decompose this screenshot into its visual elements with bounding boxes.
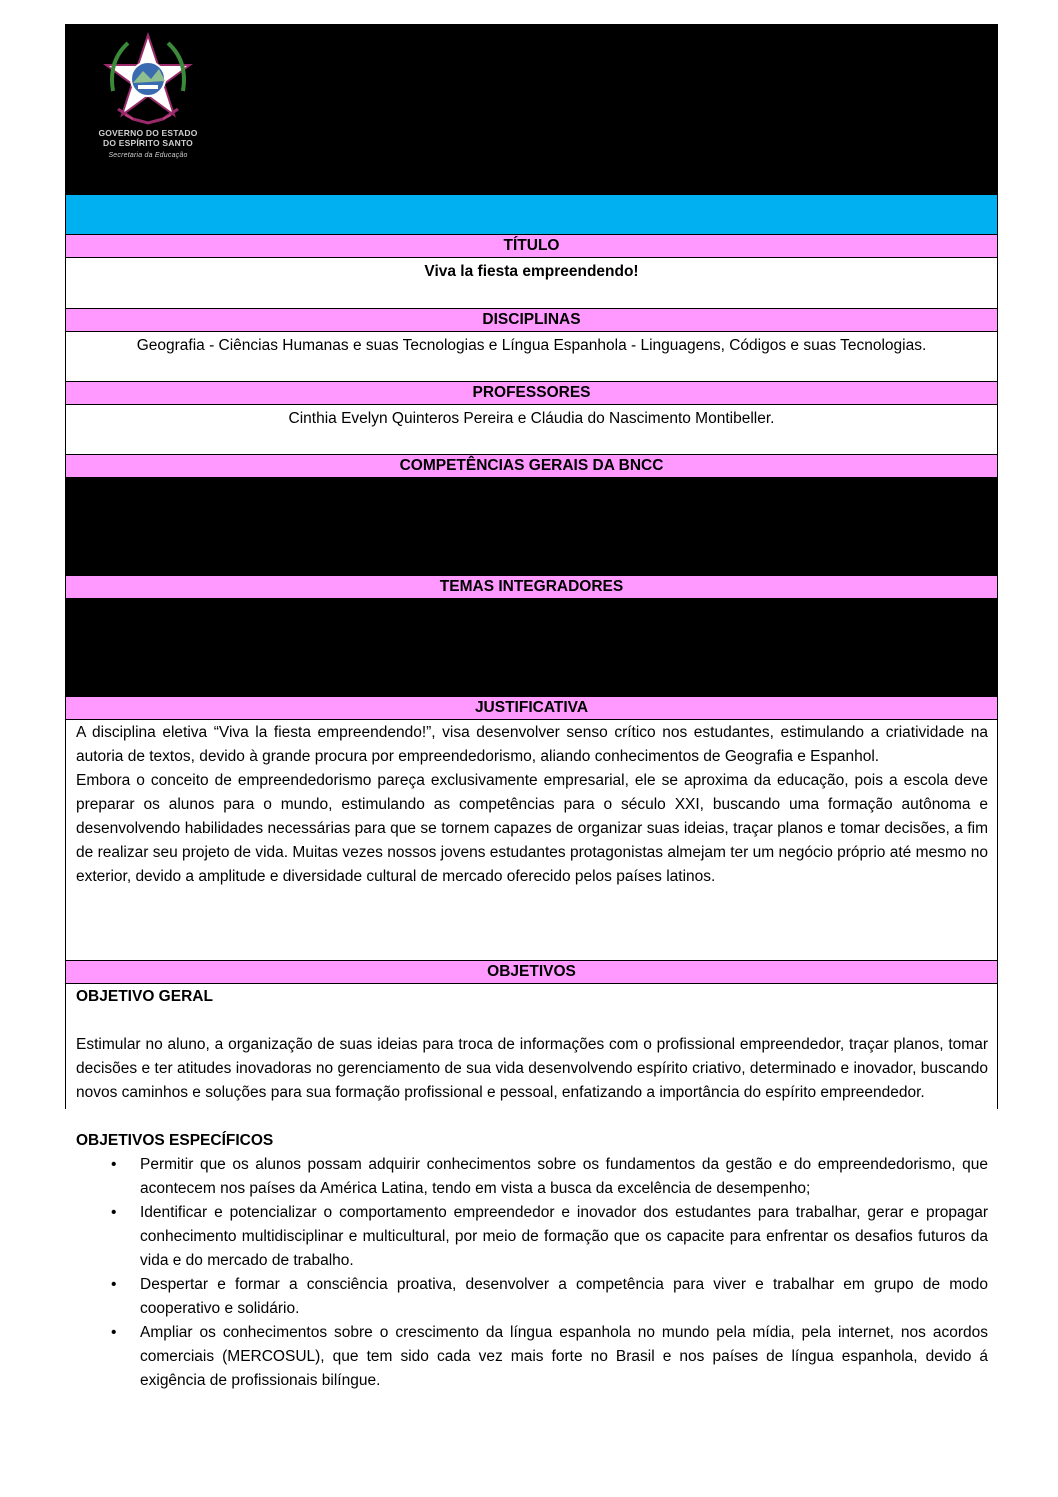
blue-band [66,195,997,234]
competencias-block [66,478,997,575]
header-block [66,25,997,195]
list-item-text: Permitir que os alunos possam adquirir conhecimentos sobre os fundamentos da gestão e do empreendedorismo, que acontecem nos países da América Latina, tendo em vista a busca da excelência de desempenho; [140,1156,988,1197]
state-logo [88,31,208,167]
objetivo-geral-label: OBJETIVO GERAL [76,988,213,1005]
titulo-value: Viva la fiesta empreendendo! [66,260,997,308]
logo-caption-line2: DO ESPÍRITO SANTO [103,138,193,148]
professores-value: Cinthia Evelyn Quinteros Pereira e Cláudia do Nascimento Montibeller. [66,407,997,455]
section-heading-temas: TEMAS INTEGRADORES [66,575,997,599]
section-heading-titulo: TÍTULO [66,234,997,258]
bullet-icon: • [111,1204,117,1221]
coat-of-arms-icon [103,31,193,126]
objetivos-especificos-list [66,1153,997,1393]
bullet-icon: • [111,1276,117,1293]
list-item-text: Ampliar os conhecimentos sobre o crescimento da língua espanhola no mundo pela mídia, pela internet, nos acordos comerciais (MERCOSUL), que tem sido cada vez mais forte no Brasil e nos países de língua espanhola, devido á exigência de profissionais bilíngue. [140,1324,988,1389]
section-heading-justificativa: JUSTIFICATIVA [66,696,997,720]
list-item [66,1273,997,1321]
justificativa-body [66,721,997,959]
justificativa-paragraph-2: Embora o conceito de empreendedorismo pareça exclusivamente empresarial, ele se aproxima da educação, pois a escola deve preparar os alunos para o mundo, estimulando as competências para o século XXI, buscando uma formação autônoma e desenvolvendo habilidades necessárias para que se tornem capazes de organizar suas ideias, traçar planos e tomar decisões, a fim de realizar seu projeto de vida. Muitas vezes nossos jovens estudantes protagonistas almejam ter um negócio próprio até mesmo no exterior, devido a amplitude e diversidade cultural de mercado oferecido pelos países latinos. [76,772,988,885]
justificativa-paragraph-1: A disciplina eletiva “Viva la fiesta empreendendo!”, visa desenvolver senso crítico nos estudantes, estimulando a criatividade na autoria de textos, devido à grande procura por empreendedorismo, aliando conhecimentos de Geografia e Espanhol. [76,724,988,765]
logo-caption-line3: Secretaria da Educação [108,152,188,159]
list-item-text: Identificar e potencializar o comportamento empreendedor e inovador dos estudantes para trabalhar, gerar e propagar conhecimento multidisciplinar e multicultural, por meio de formação que os capacite para enfrentar os desafios futuros da vida e do mercado de trabalho. [140,1204,988,1269]
objetivos-body [66,985,997,1389]
bullet-icon: • [111,1324,117,1341]
objetivo-geral-text: Estimular no aluno, a organização de suas ideias para troca de informações com o profissional empreendedor, traçar planos, tomar decisões e ter atitudes inovadoras no gerenciamento de sua vida desenvolvendo espírito criativo, determinado e inovador, buscando novos caminhos e soluções para sua formação profissional e pessoal, enfatizando a importância do espírito empreendedor. [76,1036,988,1101]
section-heading-objetivos: OBJETIVOS [66,960,997,984]
list-item [66,1153,997,1201]
section-heading-disciplinas: DISCIPLINAS [66,308,997,332]
list-item [66,1201,997,1273]
objetivos-especificos-label: OBJETIVOS ESPECÍFICOS [76,1132,274,1149]
list-item [66,1321,997,1393]
document-table [65,24,998,1389]
disciplinas-value: Geografia - Ciências Humanas e suas Tecnologias e Língua Espanhola - Linguagens, Códigos e suas Tecnologias. [66,334,997,382]
temas-block [66,599,997,696]
section-heading-competencias: COMPETÊNCIAS GERAIS DA BNCC [66,454,997,478]
logo-caption-line1: GOVERNO DO ESTADO [98,128,198,138]
bullet-icon: • [111,1156,117,1173]
list-item-text: Despertar e formar a consciência proativa, desenvolver a competência para viver e trabalhar em grupo de modo cooperativo e solidário. [140,1276,988,1317]
section-heading-professores: PROFESSORES [66,381,997,405]
